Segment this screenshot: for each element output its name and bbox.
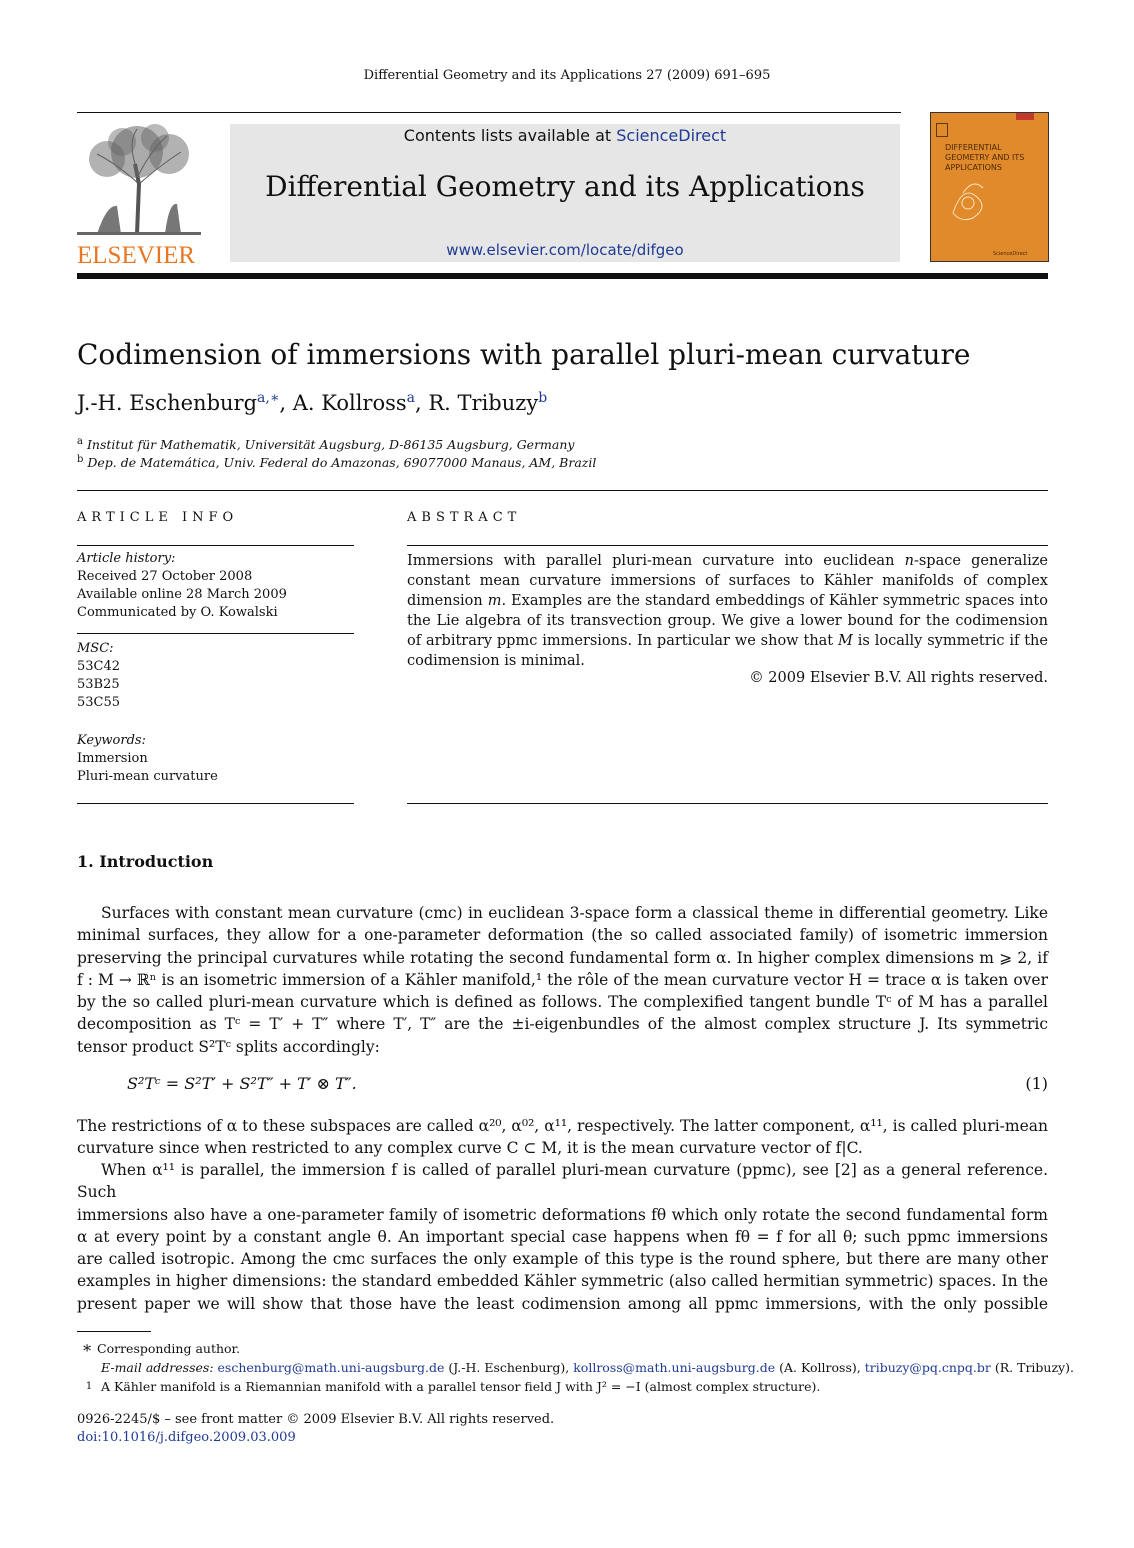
text-line: preserving the principal curvatures while rotating the second fundamental form α. In higher complex dimensions m ⩾ 2, if [77,948,1048,967]
equation-number: (1) [1025,1074,1048,1093]
text-line: The restrictions of α to these subspaces are called α²⁰, α⁰², α¹¹, respectively. The latter component, α¹¹, is called pluri-mean [77,1117,1048,1135]
text-line: Surfaces with constant mean curvature (cmc) in euclidean 3-space form a classical theme in differential geometry. Like [101,904,1048,922]
affiliation-mark: b [77,453,84,465]
history-label: Article history: [77,551,176,566]
star-mark: ∗ [81,1338,93,1357]
abstract-text: Immersions with parallel pluri-mean curvature into euclidean n-space generalize constant mean curvature immersions of surfaces to Kähler manifolds of complex dimension m. Examples are the standard embeddings of Kähler symmetric spaces into the Lie algebra of its transvection group. We give a lower bound for the codimension of arbitrary ppmc immersions. In particular we show that M is locally symmetric if the codimension is minimal. [407,553,1048,669]
text-line: minimal surfaces, they allow for a one-parameter deformation (the so called associated family) of isometric immersion [77,926,1048,945]
cover-publisher: ScienceDirect [993,251,1028,257]
publisher-name: ELSEVIER [77,242,196,269]
text-line: When α¹¹ is parallel, the immersion f is called of parallel pluri-mean curvature (ppmc), see [2] as a general reference. Such [77,1161,1048,1202]
text-line: by the so called pluri-mean curvature which is defined as follows. The complexified tangent bundle Tᶜ of M has a parallel [77,993,1048,1012]
cover-badge [1016,113,1034,120]
masthead [230,124,900,262]
msc-label: MSC: [77,641,114,656]
history-item: Communicated by O. Kowalski [77,605,278,620]
keywords [77,732,218,786]
cover-figure-icon [943,173,993,225]
msc-code: 53B25 [77,677,120,692]
divider [407,803,1048,804]
elsevier-tree-icon [77,124,201,236]
divider [407,545,1048,546]
sciencedirect-link[interactable]: ScienceDirect [616,126,727,145]
text-line: f : M → ℝⁿ is an isometric immersion of a Kähler manifold,¹ the rôle of the mean curvature vector H = trace α is taken over [77,970,1048,989]
text-line: immersions also have a one-parameter family of isometric deformations fθ which only rotate the second fundamental form [77,1205,1048,1224]
author-name: A. Kollross [292,391,407,415]
article-history [77,550,287,622]
email-link[interactable]: tribuzy@pq.cnpq.br [864,1360,991,1375]
journal-title: Differential Geometry and its Applications [265,170,865,203]
text-line: α at every point by a constant angle θ. An important special case happens when fθ = f for all θ; such ppmc immersions [77,1227,1048,1246]
divider [77,633,354,634]
msc-code: 53C55 [77,695,121,710]
author-name: J.-H. Eschenburg [77,391,258,415]
text-line: examples in higher dimensions: the standard embedded Kähler symmetric (also called hermitian symmetric) spaces. In the [77,1272,1048,1291]
header-rule [77,112,901,113]
text-line: are called isotropic. Among the cmc surfaces the only example of this type is the round sphere, but there are many other [77,1250,1048,1269]
intro-paragraph-2 [77,1115,1048,1160]
affiliations [77,436,596,472]
abstract-copyright: © 2009 Elsevier B.V. All rights reserved. [749,670,1048,686]
intro-paragraph-3 [77,1159,1048,1315]
keyword: Pluri-mean curvature [77,769,218,784]
history-item: Available online 28 March 2009 [77,587,287,602]
footnotes [77,1338,1074,1396]
footnote-1: 1 A Kähler manifold is a Riemannian manifold with a parallel tensor field J with J² = −I (almost complex structure). [85,1379,821,1394]
doi-link[interactable]: doi:10.1016/j.difgeo.2009.03.009 [77,1430,296,1445]
front-matter: 0926-2245/$ – see front matter © 2009 Elsevier B.V. All rights reserved. [77,1412,555,1427]
keywords-label: Keywords: [77,733,146,748]
section-heading: 1. Introduction [77,852,214,871]
contents-prefix: Contents lists available at [403,126,617,145]
footnote-rule [77,1331,151,1332]
footnote-corresponding: ∗ Corresponding author. [77,1338,1057,1358]
journal-ref: Differential Geometry and its Applications 27 (2009) 691–695 [363,68,771,83]
author-marks[interactable]: b [538,390,548,406]
journal-cover [930,112,1049,262]
keyword: Immersion [77,751,148,766]
divider [77,545,354,546]
affiliation [77,436,596,454]
text-line: present paper we will show that those have the least codimension among all ppmc immersions, with the only possible [77,1294,1048,1313]
email-link[interactable]: eschenburg@math.uni-augsburg.de [217,1360,445,1375]
article-title: Codimension of immersions with parallel pluri-mean curvature [77,338,971,371]
affiliation-text: Institut für Mathematik, Universität Augsburg, D-86135 Augsburg, Germany [86,437,575,452]
divider [77,490,1048,491]
author-marks[interactable]: a,∗ [257,390,280,406]
equation-1: S²Tᶜ = S²T′ + S²T″ + T′ ⊗ T″. [127,1074,357,1093]
abstract-heading: ABSTRACT [407,510,522,525]
text-line: curvature since when restricted to any complex curve C ⊂ M, it is the mean curvature vector of f|C. [77,1139,863,1158]
msc-code: 53C42 [77,659,121,674]
journal-url[interactable]: www.elsevier.com/locate/difgeo [446,241,684,259]
email-link[interactable]: kollross@math.uni-augsburg.de [573,1360,776,1375]
cover-title: DIFFERENTIAL GEOMETRY AND ITS APPLICATIONS [945,143,1025,172]
elsevier-logo [77,124,201,269]
masthead-thick-rule [77,273,1048,279]
msc [77,640,120,712]
footnote-emails: E-mail addresses: eschenburg@math.uni-augsburg.de (J.-H. Eschenburg), kollross@math.uni-augsburg.de (A. Kollross), tribuzy@pq.cnpq.br (R. Tribuzy). [101,1360,1074,1375]
cover-logo-icon [936,123,948,137]
history-item: Received 27 October 2008 [77,569,253,584]
affiliation-text: Dep. de Matemática, Univ. Federal do Amazonas, 69077000 Manaus, AM, Brazil [87,455,597,470]
affiliation [77,454,596,472]
article-info-heading: ARTICLE INFO [77,510,239,525]
intro-paragraph-1 [77,902,1048,1058]
author-name: R. Tribuzy [428,391,539,415]
divider [77,803,354,804]
text-line: decomposition as Tᶜ = T′ + T″ where T′, T″ are the ±i-eigenbundles of the almost complex structure J. Its symmetric [77,1015,1048,1034]
text-line: tensor product S²Tᶜ splits accordingly: [77,1037,380,1056]
authors: J.-H. Eschenburg$^{a,∗}$, A. Kollross$^a$, R. Tribuzy$^b$ [77,390,548,415]
author-marks[interactable]: a [406,390,416,406]
affiliation-mark: a [77,435,83,447]
